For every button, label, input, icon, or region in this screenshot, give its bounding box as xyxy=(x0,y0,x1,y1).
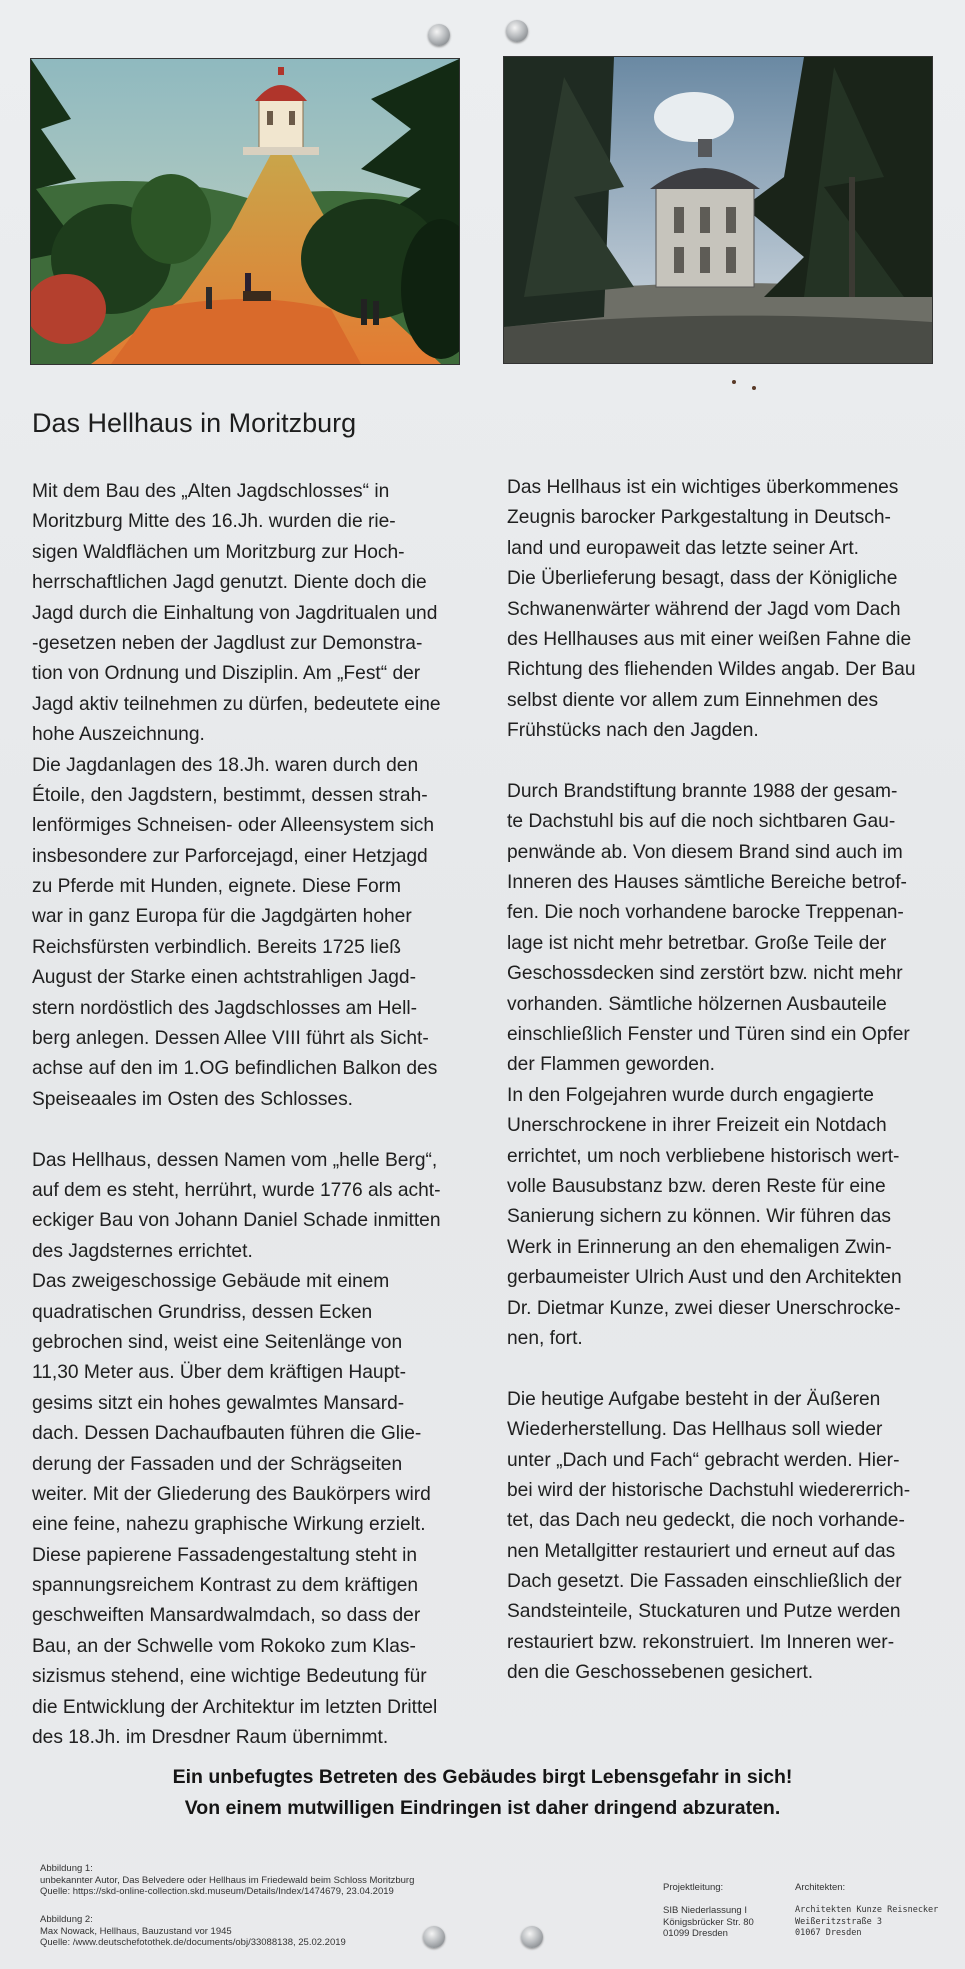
text-line: Diese papierene Fassadengestaltung steht in xyxy=(32,1544,418,1566)
text-line: sizismus stehend, eine wichtige Bedeutung für xyxy=(32,1666,427,1688)
credit-abbildung-1-heading: Abbildung 1: xyxy=(40,1863,93,1874)
text-line: land und europaweit das letzte seiner Art. xyxy=(507,537,859,559)
text-line: Inneren des Hauses sämtliche Bereiche betrof- xyxy=(507,872,907,894)
text-line: Werk in Erinnerung an den ehemaligen Zwin- xyxy=(507,1236,892,1258)
text-line: eckiger Bau von Johann Daniel Schade inmitten xyxy=(32,1210,441,1232)
credit-abbildung-1-source: Quelle: https://skd-online-collection.skd.museum/Details/Index/1474679, 23.04.2019 xyxy=(40,1886,394,1897)
credit-abbildung-2 xyxy=(40,1914,346,1949)
left-text-column xyxy=(32,477,472,1753)
sign-title: Das Hellhaus in Moritzburg xyxy=(32,408,357,438)
text-line: auf dem es steht, herrührt, wurde 1776 als acht- xyxy=(32,1179,441,1201)
text-line: des 18.Jh. im Dresdner Raum übernimmt. xyxy=(32,1727,389,1749)
text-line: tet, das Dach neu gedeckt, die noch vorhande- xyxy=(507,1510,905,1532)
text-line: -gesetzen neben der Jagdlust zur Demonstra- xyxy=(32,632,423,654)
text-line: restauriert bzw. rekonstruiert. Im Inneren wer- xyxy=(507,1631,895,1653)
text-line: Moritzburg Mitte des 16.Jh. wurden die rie- xyxy=(32,511,396,533)
text-line: Richtung des fliehenden Wildes angab. Der Bau xyxy=(507,659,916,681)
architekten-street: Weißeritzstraße 3 xyxy=(795,1916,882,1927)
text-line: Das Hellhaus, dessen Namen vom „helle Berg“, xyxy=(32,1149,438,1171)
credit-architekten xyxy=(795,1882,938,1940)
text-line: des Hellhauses aus mit einer weißen Fahne die xyxy=(507,628,912,650)
text-line: war in ganz Europa für die Jagdgärten hoher xyxy=(32,906,412,928)
text-line: Unerschrockene in ihrer Freizeit ein Notdach xyxy=(507,1115,887,1137)
text-line: achse auf den im 1.OG befindlichen Balkon des xyxy=(32,1058,438,1080)
text-line: vorhanden. Sämtliche hölzernen Ausbauteile xyxy=(507,993,887,1015)
text-line: errichtet, um noch verbliebene historisch wert- xyxy=(507,1145,900,1167)
scratch-mark xyxy=(752,386,756,390)
text-line: einschließlich Fenster und Türen sind ein Opfer xyxy=(507,1024,910,1046)
text-line: Bau, an der Schwelle vom Rokoko zum Klas- xyxy=(32,1635,416,1657)
architekten-spacer xyxy=(795,1894,938,1906)
text-line: Geschossdecken sind zerstört bzw. nicht mehr xyxy=(507,963,903,985)
text-line: Durch Brandstiftung brannte 1988 der gesam- xyxy=(507,780,898,802)
credit-abbildung-2-source: Quelle: /www.deutschefotothek.de/documents/obj/33088138, 25.02.2019 xyxy=(40,1937,346,1948)
text-line: selbst diente vor allem zum Einnehmen des xyxy=(507,689,879,711)
text-line: des Jagdsternes errichtet. xyxy=(32,1240,253,1262)
text-line: nen, fort. xyxy=(507,1327,583,1349)
text-line: Jagd durch die Einhaltung von Jagdritualen und xyxy=(32,602,438,624)
text-line: derung der Fassaden und der Schrägseiten xyxy=(32,1453,403,1475)
credit-abbildung-2-author: Max Nowack, Hellhaus, Bauzustand vor 1945 xyxy=(40,1925,232,1937)
projektleitung-street: Königsbrücker Str. 80 xyxy=(663,1916,754,1928)
projektleitung-name: SIB Niederlassung I xyxy=(663,1905,747,1916)
top-screw-left xyxy=(428,24,450,46)
text-line: die Entwicklung der Architektur im letzten Drittel xyxy=(32,1696,438,1718)
text-line: penwände ab. Von diesem Brand sind auch im xyxy=(507,841,903,863)
right-text-column xyxy=(507,473,947,1689)
text-line: Die Überlieferung besagt, dass der Königliche xyxy=(507,568,898,590)
text-line: hohe Auszeichnung. xyxy=(32,724,205,746)
text-line: Mit dem Bau des „Alten Jagdschlosses“ in xyxy=(32,481,390,502)
text-line: weiter. Mit der Gliederung des Baukörpers wird xyxy=(32,1483,431,1505)
architekten-city: 01067 Dresden xyxy=(795,1928,862,1938)
text-line: den die Geschossebenen gesichert. xyxy=(507,1662,814,1684)
text-line: fen. Die noch vorhandene barocke Treppenan- xyxy=(507,902,904,924)
text-line: Schwanenwärter während der Jagd vom Dach xyxy=(507,598,901,620)
text-line: sigen Waldflächen um Moritzburg zur Hoch- xyxy=(32,541,405,563)
bottom-screw-right xyxy=(521,1926,543,1948)
projektleitung-heading: Projektleitung: xyxy=(663,1882,724,1893)
text-line: zu Pferde mit Hunden, eignete. Diese Form xyxy=(32,876,402,898)
warning-line-1: Ein unbefugtes Betreten des Gebäudes birgt Lebensgefahr in sich! xyxy=(172,1766,793,1788)
text-line: herrschaftlichen Jagd genutzt. Diente doch die xyxy=(32,572,427,594)
text-line: Jagd aktiv teilnehmen zu dürfen, bedeutete eine xyxy=(32,693,441,715)
text-line: unter „Dach und Fach“ gebracht werden. Hier- xyxy=(507,1449,900,1471)
text-line: berg anlegen. Dessen Allee VIII führt als Sicht- xyxy=(32,1028,429,1050)
text-line: nen Metallgitter restauriert und erneut auf das xyxy=(507,1540,896,1562)
text-line: Speiseaales im Osten des Schlosses. xyxy=(32,1088,354,1110)
text-line: bei wird der historische Dachstuhl wiedererrich- xyxy=(507,1479,911,1501)
credit-abbildung-1-author: unbekannter Autor, Das Belvedere oder Hellhaus im Friedewald beim Schloss Moritzburg xyxy=(40,1874,415,1886)
text-line: der Flammen geworden. xyxy=(507,1054,715,1076)
text-line: volle Bausubstanz bzw. deren Reste für eine xyxy=(507,1175,886,1197)
credit-projektleitung xyxy=(663,1882,754,1940)
warning-line-2: Von einem mutwilligen Eindringen ist daher dringend abzuraten. xyxy=(184,1797,781,1819)
text-line: lenförmiges Schneisen- oder Alleensystem sich xyxy=(32,815,435,837)
text-line: gebrochen sind, weist eine Seitenlänge von xyxy=(32,1331,403,1353)
text-line: Wiederherstellung. Das Hellhaus soll wieder xyxy=(507,1419,883,1441)
text-line: Das zweigeschossige Gebäude mit einem xyxy=(32,1271,390,1293)
text-line: spannungsreichem Kontrast zu dem kräftigen xyxy=(32,1575,419,1597)
text-line: te Dachstuhl bis auf die noch sichtbaren Gau- xyxy=(507,811,896,833)
text-line: Sandsteinteile, Stuckaturen und Putze werden xyxy=(507,1601,901,1623)
credit-abbildung-1 xyxy=(40,1863,414,1898)
top-screw-right xyxy=(506,20,528,42)
text-line: gesims sitzt ein hohes gewalmtes Mansard- xyxy=(32,1392,405,1414)
bottom-screw-left xyxy=(423,1926,445,1948)
text-line: Die heutige Aufgabe besteht in der Äußeren xyxy=(507,1388,881,1410)
text-line: Sanierung sichern zu können. Wir führen das xyxy=(507,1206,891,1228)
text-line: insbesondere zur Parforcejagd, einer Hetzjagd xyxy=(32,845,428,867)
text-line: gerbaumeister Ulrich Aust und den Architekten xyxy=(507,1267,902,1289)
text-line: August der Starke einen achtstrahligen Jagd- xyxy=(32,967,416,989)
text-line: Dr. Dietmar Kunze, zwei dieser Unerschrocke- xyxy=(507,1297,901,1319)
text-line: In den Folgejahren wurde durch engagierte xyxy=(507,1084,874,1106)
text-line: Reichsfürsten verbindlich. Bereits 1725 ließ xyxy=(32,936,402,958)
text-line: Dach gesetzt. Die Fassaden einschließlich der xyxy=(507,1571,902,1593)
architekten-heading: Architekten: xyxy=(795,1882,846,1893)
text-line: Zeugnis barocker Parkgestaltung in Deutsch- xyxy=(507,507,891,529)
scratch-mark xyxy=(732,380,736,384)
text-line: lage ist nicht mehr betretbar. Große Teile der xyxy=(507,932,887,954)
text-line: stern nordöstlich des Jagdschlosses am Hell- xyxy=(32,997,417,1019)
projektleitung-city: 01099 Dresden xyxy=(663,1928,728,1939)
credit-abbildung-2-heading: Abbildung 2: xyxy=(40,1914,93,1925)
paragraph-gap xyxy=(507,747,947,777)
architekten-name: Architekten Kunze Reisnecker xyxy=(795,1905,939,1915)
text-line: eine feine, nahezu graphische Wirkung erzielt. xyxy=(32,1514,426,1536)
historic-painting-image xyxy=(30,58,460,365)
text-line: dach. Dessen Dachaufbauten führen die Glie- xyxy=(32,1423,422,1445)
text-line: 11,30 Meter aus. Über dem kräftigen Haupt- xyxy=(32,1362,406,1384)
text-line: geschweiften Mansardwalmdach, so dass der xyxy=(32,1605,421,1627)
text-line: Étoile, den Jagdstern, bestimmt, dessen strah- xyxy=(32,784,428,806)
paragraph-gap xyxy=(507,1354,947,1384)
paragraph-gap xyxy=(32,1115,472,1145)
text-line: Die Jagdanlagen des 18.Jh. waren durch den xyxy=(32,754,419,776)
text-line: Das Hellhaus ist ein wichtiges überkommenes xyxy=(507,477,899,498)
projektleitung-spacer xyxy=(663,1894,754,1906)
text-line: tion von Ordnung und Disziplin. Am „Fest“ der xyxy=(32,663,421,685)
text-line: quadratischen Grundriss, dessen Ecken xyxy=(32,1301,373,1323)
text-line: Frühstücks nach den Jagden. xyxy=(507,720,759,742)
historic-photograph-image xyxy=(503,56,933,364)
